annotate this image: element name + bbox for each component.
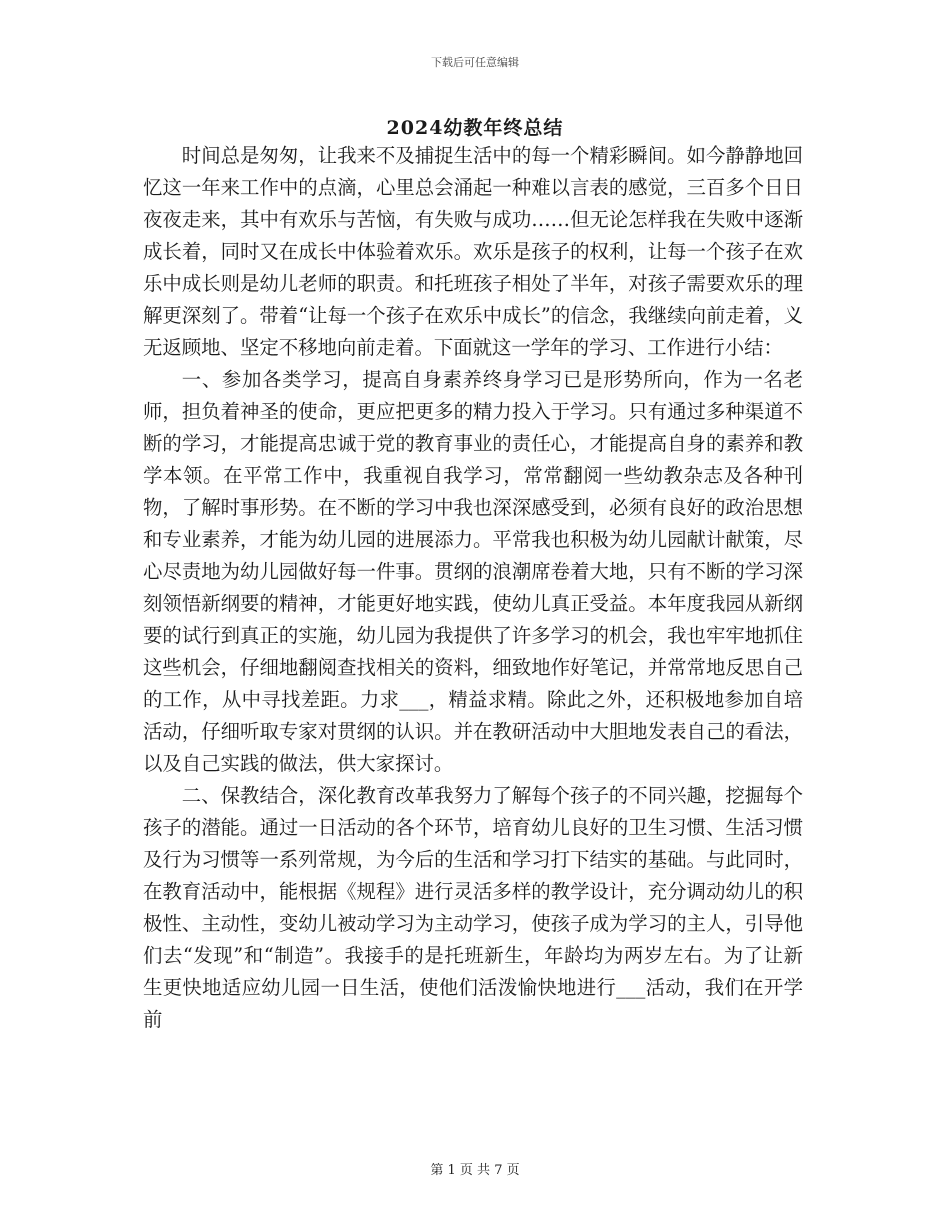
- paragraph-intro: 时间总是匆匆，让我来不及捕捉生活中的每一个精彩瞬间。如今静静地回忆这一年来工作中的点滴，心里总会涌起一种难以言表的感觉，三百多个日日夜夜走来，其中有欢乐与苦恼，有失败与成功……但无论怎样我在失败中逐渐成长着，同时又在成长中体验着欢乐。欢乐是孩子的权利，让每一个孩子在欢乐中成长则是幼儿老师的职责。和托班孩子相处了半年，对孩子需要欢乐的理解更深刻了。带着“让每一个孩子在欢乐中成长”的信念，我继续向前走着，义无返顾地、坚定不移地向前走着。下面就这一学年的学习、工作进行小结：: [143, 144, 803, 359]
- document-title: 2024幼教年终总结: [386, 117, 564, 139]
- paragraph-section-2: 二、保教结合，深化教育改革我努力了解每个孩子的不同兴趣，挖掘每个孩子的潜能。通过一日活动的各个环节，培育幼儿良好的卫生习惯、生活习惯及行为习惯等一系列常规，为今后的生活和学习打下结实的基础。与此同时，在教育活动中，能根据《规程》进行灵活多样的教学设计，充分调动幼儿的积极性、主动性，变幼儿被动学习为主动学习，使孩子成为学习的主人，引导他们去“发现”和“制造”。我接手的是托班新生，年龄均为两岁左右。为了让新生更快地适应幼儿园一日生活，使他们活泼愉快地进行___活动，我们在开学前: [143, 784, 803, 1031]
- paragraph-section-1: 一、参加各类学习，提高自身素养终身学习已是形势所向，作为一名老师，担负着神圣的使命，更应把更多的精力投入于学习。只有通过多种渠道不断的学习，才能提高忠诚于党的教育事业的责任心，才能提高自身的素养和教学本领。在平常工作中，我重视自我学习，常常翻阅一些幼教杂志及各种刊物，了解时事形势。在不断的学习中我也深深感受到，必须有良好的政治思想和专业素养，才能为幼儿园的进展添力。平常我也积极为幼儿园献计献策，尽心尽责地为幼儿园做好每一件事。贯纲的浪潮席卷着大地，只有不断的学习深刻领悟新纲要的精神，才能更好地实践，使幼儿真正受益。本年度我园从新纲要的试行到真正的实施，幼儿园为我提供了许多学习的机会，我也牢牢地抓住这些机会，仔细地翻阅查找相关的资料，细致地作好笔记，并常常地反思自己的工作，从中寻找差距。力求___，精益求精。除此之外，还积极地参加自培活动，仔细听取专家对贯纲的认识。并在教研活动中大胆地发表自己的看法，以及自己实践的做法，供大家探讨。: [143, 368, 803, 775]
- document-body: [143, 140, 803, 1036]
- header-note: 下载后可任意编辑: [431, 56, 519, 69]
- page-number: 第 1 页 共 7 页: [430, 1163, 520, 1178]
